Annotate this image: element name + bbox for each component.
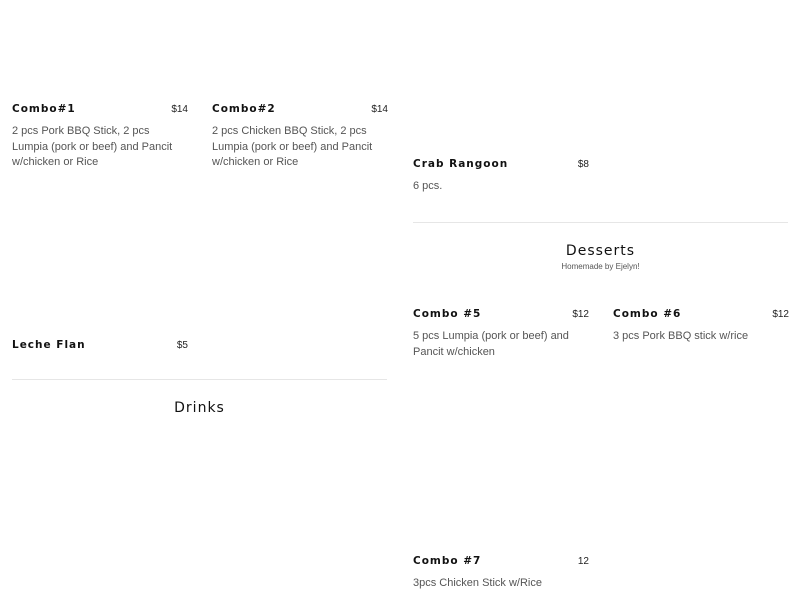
item-description: 6 pcs.: [413, 180, 443, 192]
item-name: Combo#1: [12, 103, 76, 115]
item-name: Combo #6: [613, 308, 682, 320]
item-price: 12: [577, 556, 589, 567]
item-price: $8: [577, 159, 589, 170]
item-name: Crab Rangoon: [413, 158, 509, 170]
item-description: 2 pcs Pork BBQ Stick, 2 pcs Lumpia (pork or beef) and Pancit w/chicken or Rice: [12, 125, 173, 168]
item-name: Combo#2: [212, 103, 276, 115]
section-divider: [12, 379, 387, 380]
item-name: Leche Flan: [12, 339, 86, 351]
item-description: 5 pcs Lumpia (pork or beef) and Pancit w/chicken: [413, 330, 569, 358]
item-price: $12: [772, 309, 789, 320]
section-title-drinks: Drinks: [174, 400, 225, 416]
item-description: 3pcs Chicken Stick w/Rice: [413, 577, 542, 589]
section-subtitle-desserts: Homemade by Ejelyn!: [561, 262, 640, 271]
item-name: Combo #7: [413, 555, 482, 567]
item-name: Combo #5: [413, 308, 482, 320]
section-title-desserts: Desserts: [565, 243, 636, 259]
item-description: 2 pcs Chicken BBQ Stick, 2 pcs Lumpia (pork or beef) and Pancit w/chicken or Rice: [212, 125, 373, 168]
item-price: $14: [371, 104, 388, 115]
section-divider: [413, 222, 788, 223]
item-price: $5: [176, 340, 188, 351]
item-price: $12: [572, 309, 589, 320]
item-price: $14: [171, 104, 188, 115]
item-description: 3 pcs Pork BBQ stick w/rice: [613, 330, 749, 342]
